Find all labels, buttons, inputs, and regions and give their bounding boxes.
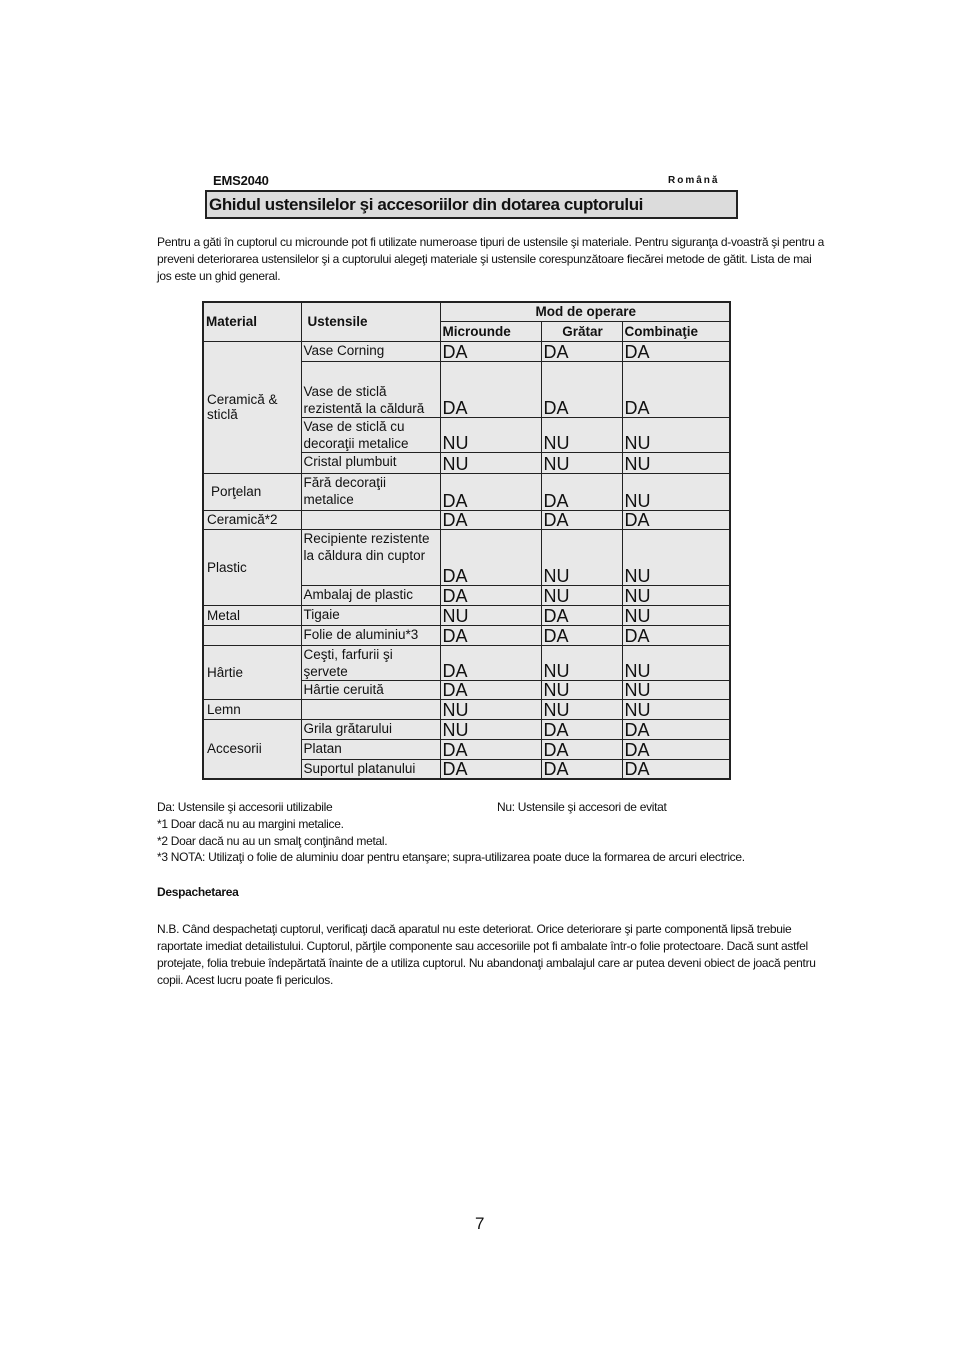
- value-cell: NU: [440, 719, 541, 739]
- utensil-cell: Ambalaj de plastic: [301, 585, 440, 605]
- utensil-cell: Suportul platanului: [301, 759, 440, 779]
- value-cell: DA: [440, 361, 541, 417]
- value-cell: NU: [622, 529, 730, 585]
- table-row: [203, 341, 730, 361]
- utensil-cell: [301, 510, 440, 529]
- material-cell: Lemn: [203, 699, 301, 719]
- value-cell: NU: [541, 417, 622, 452]
- unpacking-paragraph: N.B. Când despachetaţi cuptorul, verificaţi dacă aparatul nu este deteriorat. Orice deteriorare şi parte componentă lipsă trebuie raportate imediat detailistului. Cuptorul, părţile componente sau accesoriile pot fi ambalate într-o folie protectoare. Dacă sunt astfel protejate, folia trebuie îndepărtată înainte de a utiliza cuptorul. Nu abandonaţi ambalajul care ar putea deveni obiect de joacă pentru copii. Acest lucru poate fi periculos.: [157, 922, 816, 987]
- section-title: Ghidul ustensilelor şi accesoriilor din dotarea cuptorului: [209, 195, 643, 214]
- value-cell: DA: [622, 719, 730, 739]
- utensil-cell: Cristal plumbuit: [301, 452, 440, 473]
- utensil-cell: Hârtie ceruită: [301, 680, 440, 699]
- table-row: [203, 473, 730, 510]
- legend-nu: Nu: Ustensile şi accesori de evitat: [497, 800, 667, 814]
- header-microunde: Microunde: [440, 321, 541, 341]
- utensil-cell: Tigaie: [301, 605, 440, 625]
- material-cell: Accesorii: [203, 719, 301, 779]
- model-number: EMS2040: [213, 173, 269, 188]
- header-mod-operare: Mod de operare: [440, 302, 730, 321]
- value-cell: DA: [541, 759, 622, 779]
- value-cell: DA: [440, 759, 541, 779]
- value-cell: DA: [541, 341, 622, 361]
- language-label: Română: [668, 175, 720, 186]
- value-cell: DA: [541, 625, 622, 645]
- utensil-cell: Recipiente rezistente la căldura din cuptor: [301, 529, 440, 585]
- material-cell: Hârtie: [203, 645, 301, 699]
- unpacking-heading: Despachetarea: [157, 885, 239, 899]
- value-cell: DA: [440, 341, 541, 361]
- value-cell: DA: [440, 625, 541, 645]
- value-cell: DA: [622, 341, 730, 361]
- utensil-cell: Fără decoraţii metalice: [301, 473, 440, 510]
- value-cell: DA: [440, 645, 541, 680]
- footnote-3: *3 NOTA: Utilizaţi o folie de aluminiu doar pentru etanşare; supra-utilizarea poate duce la formarea de arcuri electrice.: [157, 850, 745, 864]
- utensil-cell: Folie de aluminiu*3: [301, 625, 440, 645]
- value-cell: DA: [622, 625, 730, 645]
- utensil-cell: Platan: [301, 739, 440, 759]
- header-combinatie: Combinaţie: [622, 321, 730, 341]
- table-row: [203, 510, 730, 529]
- utensil-cell: Ceşti, farfurii şi şervete: [301, 645, 440, 680]
- utensil-cell: Vase de sticlă cu decoraţii metalice: [301, 417, 440, 452]
- material-cell: Ceramică*2: [203, 510, 301, 529]
- value-cell: DA: [440, 473, 541, 510]
- value-cell: DA: [541, 719, 622, 739]
- table-row: [203, 605, 730, 625]
- value-cell: NU: [440, 605, 541, 625]
- value-cell: NU: [541, 645, 622, 680]
- value-cell: DA: [440, 739, 541, 759]
- value-cell: DA: [541, 510, 622, 529]
- utensil-cell: [301, 699, 440, 719]
- footnote-2: *2 Doar dacă nu au un smalţ conţinând metal.: [157, 834, 388, 848]
- table-row: [203, 625, 730, 645]
- header-ustensile: Ustensile: [301, 302, 440, 341]
- value-cell: DA: [622, 510, 730, 529]
- utensil-cell: Grila grătarului: [301, 719, 440, 739]
- value-cell: DA: [541, 361, 622, 417]
- material-cell: Plastic: [203, 529, 301, 605]
- value-cell: NU: [622, 645, 730, 680]
- utensils-table: [202, 301, 731, 780]
- table-row: [203, 719, 730, 739]
- value-cell: NU: [622, 452, 730, 473]
- value-cell: NU: [541, 680, 622, 699]
- page-number: 7: [475, 1214, 485, 1233]
- material-cell: Porţelan: [203, 473, 301, 510]
- legend-da: Da: Ustensile şi accesorii utilizabile: [157, 800, 333, 814]
- material-cell: [203, 625, 301, 645]
- material-cell: Metal: [203, 605, 301, 625]
- value-cell: DA: [541, 473, 622, 510]
- value-cell: DA: [622, 361, 730, 417]
- value-cell: NU: [622, 680, 730, 699]
- value-cell: NU: [541, 452, 622, 473]
- value-cell: DA: [440, 680, 541, 699]
- value-cell: NU: [541, 585, 622, 605]
- value-cell: NU: [622, 699, 730, 719]
- value-cell: DA: [440, 529, 541, 585]
- value-cell: NU: [541, 529, 622, 585]
- value-cell: DA: [622, 739, 730, 759]
- value-cell: NU: [622, 585, 730, 605]
- value-cell: NU: [440, 417, 541, 452]
- utensil-cell: Vase de sticlă rezistentă la căldură: [301, 361, 440, 417]
- value-cell: DA: [622, 759, 730, 779]
- value-cell: NU: [622, 417, 730, 452]
- value-cell: NU: [440, 452, 541, 473]
- value-cell: DA: [541, 605, 622, 625]
- value-cell: NU: [440, 699, 541, 719]
- value-cell: NU: [622, 473, 730, 510]
- footnote-1: *1 Doar dacă nu au margini metalice.: [157, 817, 344, 831]
- header-gratar: Grătar: [541, 321, 622, 341]
- utensil-cell: Vase Corning: [301, 341, 440, 361]
- header-material: Material: [203, 302, 301, 341]
- value-cell: NU: [541, 699, 622, 719]
- table-row: [203, 699, 730, 719]
- table-row: [203, 529, 730, 585]
- value-cell: DA: [440, 585, 541, 605]
- table-row: [203, 645, 730, 680]
- value-cell: DA: [440, 510, 541, 529]
- section-title-box: [205, 190, 738, 219]
- value-cell: DA: [541, 739, 622, 759]
- value-cell: NU: [622, 605, 730, 625]
- intro-paragraph: Pentru a găti în cuptorul cu microunde pot fi utilizate numeroase tipuri de ustensile şi materiale. Pentru siguranţa d-voastră şi pentru a preveni deteriorarea ustensilelor şi a cuptorului alegeţi materiale şi ustensile corespunzătoare fiecărei metode de gătit. Lista de mai jos este un ghid general.: [157, 235, 824, 283]
- material-cell: Ceramică & sticlă: [203, 341, 301, 473]
